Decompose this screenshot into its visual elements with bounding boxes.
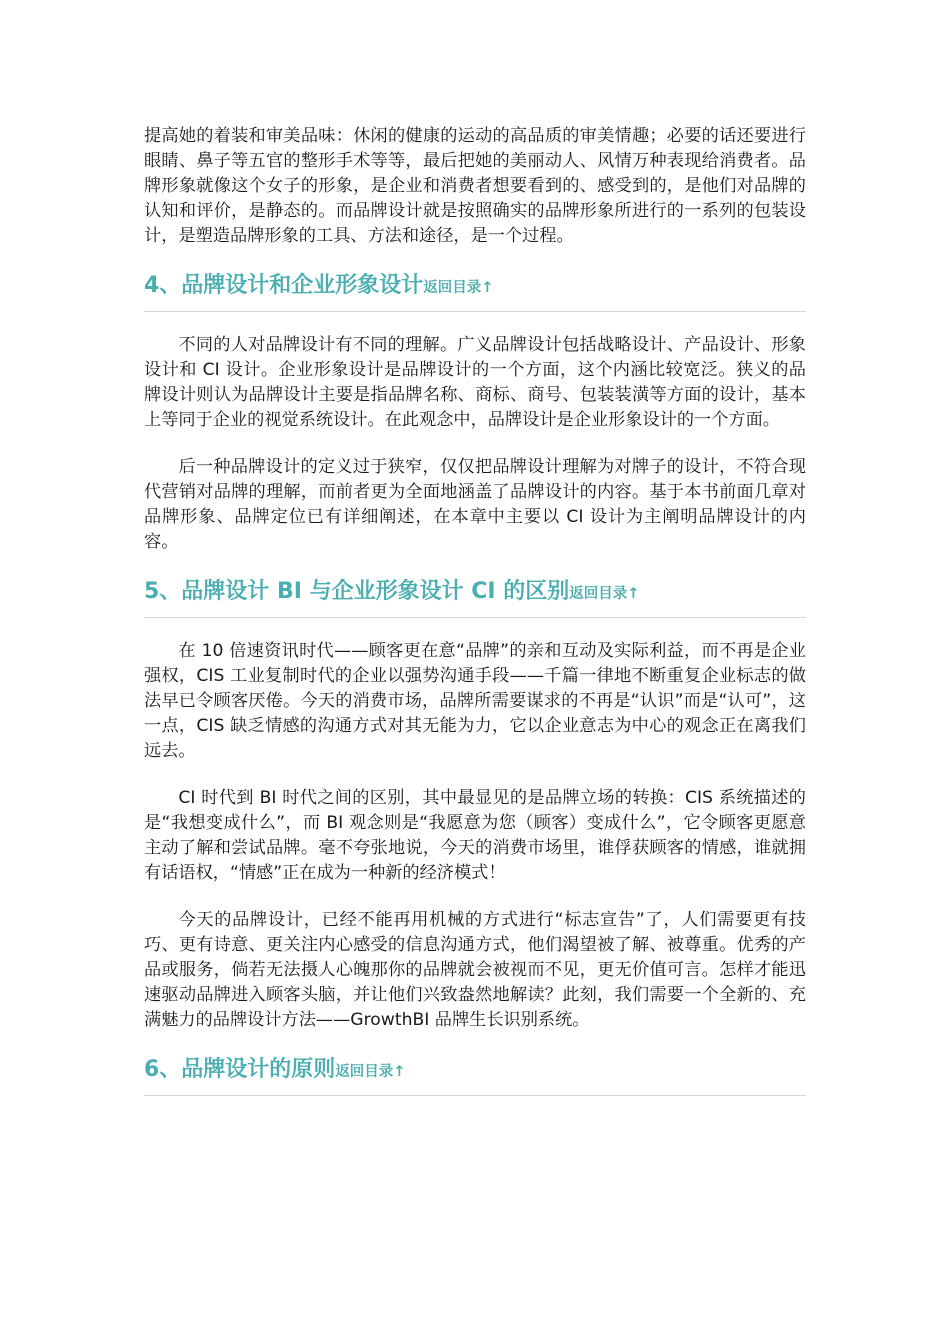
section-5-paragraph-1: 在 10 倍速资讯时代——顾客更在意“品牌”的亲和互动及实际利益，而不再是企业强权，CIS 工业复制时代的企业以强势沟通手段——千篇一律地不断重复企业标志的做法早已令顾客厌倦。今天的消费市场，品牌所需要谋求的不再是“认识”而是“认可”，这一点，CIS 缺乏情感的沟通方式对其无能为力，它以企业意志为中心的观念正在离我们远去。: [144, 641, 806, 761]
intro-paragraph: 提高她的着装和审美品味：休闲的健康的运动的高品质的审美情趣；必要的话还要进行眼睛、鼻子等五官的整形手术等等，最后把她的美丽动人、风情万种表现给消费者。品牌形象就像这个女子的形象，是企业和消费者想要看到的、感受到的，是他们对品牌的认知和评价，是静态的。而品牌设计就是按照确实的品牌形象所进行的一系列的包装设计，是塑造品牌形象的工具、方法和途径，是一个过程。: [144, 126, 806, 246]
section-heading-5: [144, 577, 806, 618]
section-heading-4: [144, 271, 806, 312]
back-to-toc-link-6[interactable]: 返回目录↑: [335, 1064, 406, 1080]
section-5-paragraph-2: CI 时代到 BI 时代之间的区别，其中最显见的是品牌立场的转换：CIS 系统描述的是“我想变成什么”，而 BI 观念则是“我愿意为您（顾客）变成什么”，它令顾客更愿意主动了解和尝试品牌。毫不夸张地说，今天的消费市场里，谁俘获顾客的情感，谁就拥有话语权，“情感”正在成为一种新的经济模式！: [144, 788, 806, 883]
section-title-4: 4、品牌设计和企业形象设计: [144, 273, 424, 298]
back-to-toc-link-5[interactable]: 返回目录↑: [569, 586, 640, 602]
section-4-paragraph-2: 后一种品牌设计的定义过于狭窄，仅仅把品牌设计理解为对牌子的设计，不符合现代营销对品牌的理解，而前者更为全面地涵盖了品牌设计的内容。基于本书前面几章对品牌形象、品牌定位已有详细阐述，在本章中主要以 CI 设计为主阐明品牌设计的内容。: [144, 457, 806, 552]
section-5-paragraph-3: 今天的品牌设计，已经不能再用机械的方式进行“标志宣告”了，人们需要更有技巧、更有诗意、更关注内心感受的信息沟通方式，他们渴望被了解、被尊重。优秀的产品或服务，倘若无法摄人心魄那你的品牌就会被视而不见，更无价值可言。怎样才能迅速驱动品牌进入顾客头脑，并让他们兴致盎然地解读？此刻，我们需要一个全新的、充满魅力的品牌设计方法——GrowthBI 品牌生长识别系统。: [144, 910, 806, 1030]
section-title-6: 6、品牌设计的原则: [144, 1057, 336, 1082]
document-page: [144, 124, 806, 1116]
back-to-toc-link-4[interactable]: 返回目录↑: [423, 280, 494, 296]
section-title-5: 5、品牌设计 BI 与企业形象设计 CI 的区别: [144, 579, 570, 604]
section-4-paragraph-1: 不同的人对品牌设计有不同的理解。广义品牌设计包括战略设计、产品设计、形象设计和 CI 设计。企业形象设计是品牌设计的一个方面，这个内涵比较宽泛。狭义的品牌设计则认为品牌设计主要是指品牌名称、商标、商号、包装装潢等方面的设计，基本上等同于企业的视觉系统设计。在此观念中，品牌设计是企业形象设计的一个方面。: [144, 335, 806, 430]
section-heading-6: [144, 1055, 806, 1096]
